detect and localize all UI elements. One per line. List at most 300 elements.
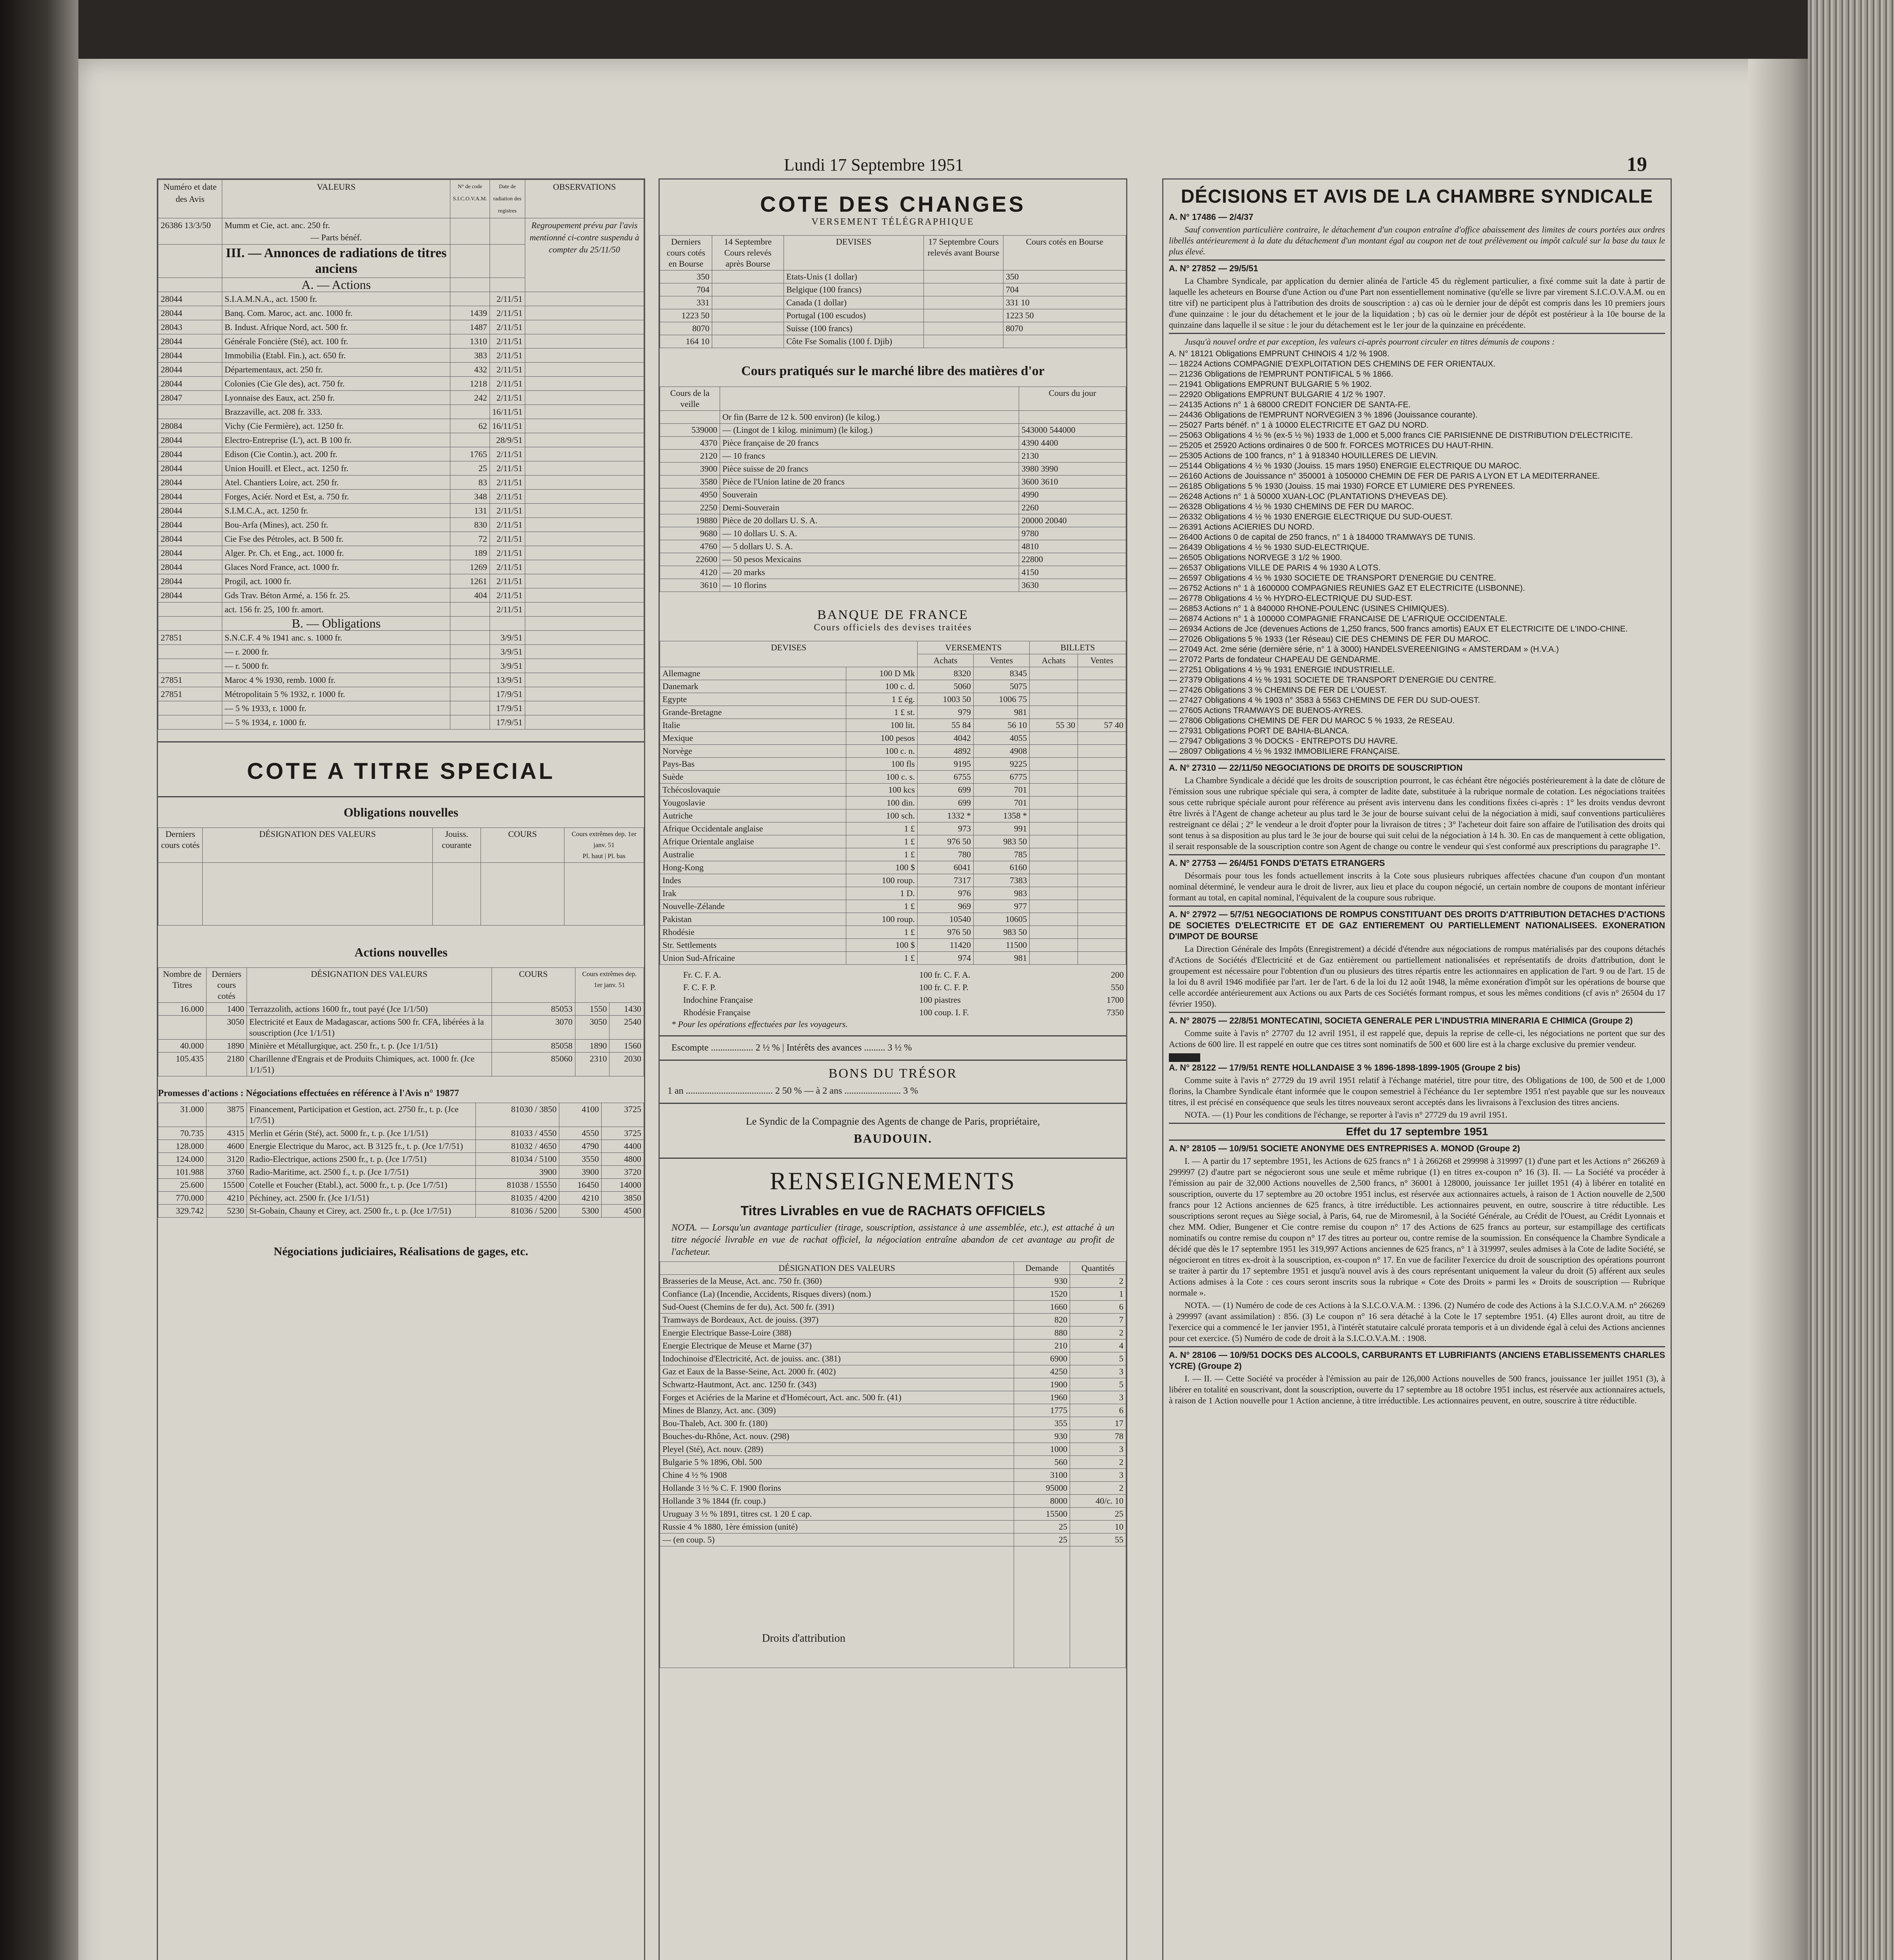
action-code: 72 [450, 532, 490, 546]
rachat-row [660, 1378, 1126, 1391]
bq-pays: Pakistan [660, 913, 846, 926]
ra-qte: 1 [1070, 1288, 1126, 1301]
black-bar-mark [1169, 1053, 1200, 1062]
coupon-list-item: — 26439 Obligations 4 ½ % 1930 SUD-ELECTRIQUE. [1169, 543, 1370, 552]
pr-haut: 3900 [559, 1166, 602, 1179]
ra-demande: 930 [1014, 1275, 1070, 1288]
oblig-nouv-header-row [158, 828, 644, 863]
coupon-list-item: — 27947 Obligations 3 % DOCKS - ENTREPOTS DU HAVRE. [1169, 737, 1398, 746]
bq-b-achats [1030, 784, 1078, 797]
coupon-list-item: — 22920 Obligations EMPRUNT BULGARIE 4 1/2 % 1907. [1169, 390, 1386, 399]
on-c2 [203, 863, 433, 926]
action-avis: 28044 [158, 433, 222, 447]
action-obs [525, 603, 644, 617]
redacted-bar [1169, 1051, 1665, 1062]
obligations-radiation-list [158, 631, 644, 730]
ch-h-avant: 17 Septembre Cours relevés avant Bourse [924, 236, 1003, 270]
action-avis [158, 405, 222, 419]
action-avis: 28044 [158, 461, 222, 475]
action-rad: 2/11/51 [490, 461, 525, 475]
action-obs [525, 377, 644, 391]
rachat-row [660, 1495, 1126, 1508]
bq-b-ventes [1078, 732, 1126, 745]
pr-dernier: 3875 [207, 1103, 247, 1127]
or-jour: 4390 4400 [1019, 437, 1126, 450]
action-rad: 2/11/51 [490, 447, 525, 461]
header-code: N° de code S.I.C.O.V.A.M. [450, 180, 490, 218]
bq-v-achats: 1332 * [918, 809, 974, 822]
action-valeur: Vichy (Cie Fermière), act. 1250 fr. [222, 419, 450, 433]
or-jour: 4990 [1019, 488, 1126, 501]
effet-title: Effet du 17 septembre 1951 [1346, 1125, 1488, 1138]
coupon-list-item: — 24436 Obligations de l'EMPRUNT NORVEGIEN 3 % 1896 (Jouissance courante). [1169, 410, 1478, 419]
action-valeur: Glaces Nord France, act. 1000 fr. [222, 560, 450, 574]
oblig-rad: 17/9/51 [490, 701, 525, 715]
oblig-avis: 27851 [158, 631, 222, 645]
rachat-row [660, 1339, 1126, 1352]
oblig-obs [525, 701, 644, 715]
coupon-list-item: — 26597 Obligations 4 ½ % 1930 SOCIETE DE TRANSPORT D'ENERGIE DU CENTRE. [1169, 573, 1496, 583]
pr-haut: 5300 [559, 1205, 602, 1218]
action-obs [525, 560, 644, 574]
action-valeur: Alger. Pr. Ch. et Eng., act. 1000 fr. [222, 546, 450, 560]
an-h-cours: COURS [492, 968, 575, 1003]
droits-attribution: Droits d'attribution [660, 1546, 1014, 1668]
ra-demande: 6900 [1014, 1352, 1070, 1365]
ch-h-cotes: Cours cotés en Bourse [1003, 236, 1126, 270]
action-rad: 2/11/51 [490, 391, 525, 405]
oblig-code [450, 673, 490, 687]
bq-unite: 1 £ [846, 926, 917, 939]
section3-blank-code [450, 245, 490, 278]
action-rad: 16/11/51 [490, 419, 525, 433]
or-designation: Demi-Souverain [720, 501, 1019, 514]
bq-b-achats [1030, 926, 1078, 939]
action-obs [525, 419, 644, 433]
bq-pays: Australie [660, 848, 846, 861]
banque-table [660, 641, 1126, 965]
rachat-row [660, 1314, 1126, 1327]
ra-designation: — (en coup. 5) [660, 1534, 1014, 1546]
coupon-list-item: — 27072 Parts de fondateur CHAPEAU DE GENDARME. [1169, 655, 1381, 664]
cfa-unite: 100 fr. C. F. A. [919, 970, 971, 980]
bq-b-achats [1030, 952, 1078, 965]
coupon-list-item: — 27931 Obligations PORT DE BAHIA-BLANCA. [1169, 726, 1350, 735]
ra-demande: 1660 [1014, 1301, 1070, 1314]
banque-row [660, 706, 1126, 719]
action-rad: 2/11/51 [490, 348, 525, 363]
or-jour: 543000 544000 [1019, 424, 1126, 437]
action-radiation-row [158, 574, 644, 588]
bq-unite: 100 pesos [846, 732, 917, 745]
pr-nombre: 101.988 [158, 1166, 207, 1179]
action-code: 830 [450, 518, 490, 532]
bq-pays: Str. Settlements [660, 939, 846, 952]
rachat-row [660, 1288, 1126, 1301]
pr-dernier: 3760 [207, 1166, 247, 1179]
bq-v-ventes: 785 [974, 848, 1030, 861]
action-radiation-row [158, 447, 644, 461]
pr-haut: 16450 [559, 1179, 602, 1192]
pr-dernier: 15500 [207, 1179, 247, 1192]
bq-v-achats: 10540 [918, 913, 974, 926]
on-h-extremes [564, 828, 644, 863]
banque-row [660, 797, 1126, 809]
on-c3 [433, 863, 481, 926]
col3-rule-1 [1169, 260, 1665, 261]
ch-h-derniers: Derniers cours cotés en Bourse [660, 236, 712, 270]
section3-title: III. — Annonces de radiations de titres anciens [222, 245, 450, 278]
changes-header-row [660, 236, 1126, 270]
oblig-rad: 3/9/51 [490, 631, 525, 645]
or-veille: 4370 [660, 437, 720, 450]
oblig-obs [525, 687, 644, 701]
action-code: 383 [450, 348, 490, 363]
an-cours: 85058 [492, 1040, 575, 1053]
action-obs [525, 363, 644, 377]
action-avis: 28047 [158, 391, 222, 405]
col2-rule-4 [660, 1158, 1126, 1159]
coupon-list-item: — 27251 Obligations 4 ½ % 1931 ENERGIE INDUSTRIELLE. [1169, 665, 1395, 674]
rachats-title: Titres Livrables en vue de RACHATS OFFICIELS [740, 1203, 1045, 1218]
bq-unite: 1 £ [846, 900, 917, 913]
pr-designation: Radio-Maritime, act. 2500 f., t. p. (Jce 1/7/51) [247, 1166, 476, 1179]
ra-qte: 25 [1070, 1508, 1126, 1521]
action-obs [525, 447, 644, 461]
bq-v-achats: 699 [918, 784, 974, 797]
coupon-list-item: — 25027 Parts bénéf. n° 1 à 10000 ELECTRICITE ET GAZ DU NORD. [1169, 421, 1429, 430]
ch-cote: 8070 [1003, 322, 1126, 335]
or-row [660, 514, 1126, 527]
action-radiation-row [158, 363, 644, 377]
bq-b-achats [1030, 758, 1078, 771]
an-nombre [158, 1016, 207, 1040]
ra-demande: 1000 [1014, 1443, 1070, 1456]
header-valeurs: VALEURS [222, 180, 450, 218]
mumm-avis [158, 218, 222, 245]
bq-h-v-ventes: Ventes [974, 654, 1030, 667]
action-valeur: Colonies (Cie Gle des), act. 750 fr. [222, 377, 450, 391]
coupon-list-item: — 18224 Actions COMPAGNIE D'EXPLOITATION DES CHEMINS DE FER ORIENTAUX. [1169, 359, 1496, 368]
change-row [660, 309, 1126, 322]
action-valeur: Bou-Arfa (Mines), act. 250 fr. [222, 518, 450, 532]
an-header-row [158, 968, 644, 1003]
cfa-label: Fr. C. F. A. [683, 970, 721, 980]
or-jour: 3600 3610 [1019, 475, 1126, 488]
actions-title-blank-rad [490, 278, 525, 292]
ra-designation: Forges et Aciéries de la Marine et d'Homécourt, Act. anc. 500 fr. (41) [660, 1391, 1014, 1404]
ra-qte: 5 [1070, 1378, 1126, 1391]
action-rad: 2/11/51 [490, 490, 525, 504]
action-code: 189 [450, 546, 490, 560]
or-row [660, 553, 1126, 566]
bq-pays: Mexique [660, 732, 846, 745]
promesse-row [158, 1166, 644, 1179]
avis-28075-header: A. N° 28075 — 22/8/51 MONTECATINI, SOCIETA GENERALE PER L'INDUSTRIA MINERARIA E CHIMICA (Groupe 2) [1169, 1016, 1633, 1025]
avis-28122-text: Comme suite à l'avis n° 27729 du 19 avril 1951 relatif à l'échange matériel, titre pour titre, des Obligations de 100, de 500 et de 1,000 florins, la Chambre Syndicale étant informée que le coupon semestriel à l'échéance du 1er septembre 1951 n'est payable que sur les nouveaux titres, il est précisé en conséquence que seuls les titres nouveaux seront acceptés dans les livraisons à l'exclusion des titres anciens. [1169, 1075, 1665, 1107]
action-code: 1269 [450, 560, 490, 574]
avis-28075-text: Comme suite à l'avis n° 27707 du 12 avril 1951, il est rappelé que, depuis la reprise de celle-ci, les négociations ne portent que sur des Actions de 600 lire. Il est rappelé en outre que ces titres sont nominatifs de 500 et 600 lire est à la charge exclusive du premier vendeur. [1169, 1028, 1665, 1049]
ch-avant [924, 335, 1003, 348]
bq-v-achats: 5060 [918, 680, 974, 693]
or-h-designation [720, 387, 1019, 411]
action-nouvelle-row [158, 1053, 644, 1076]
action-rad: 16/11/51 [490, 405, 525, 419]
bq-v-achats: 6041 [918, 861, 974, 874]
ch-devise: Belgique (100 francs) [784, 283, 924, 296]
bq-v-achats: 780 [918, 848, 974, 861]
pr-bas: 3725 [602, 1127, 644, 1140]
decisions-title: DÉCISIONS ET AVIS DE LA CHAMBRE SYNDICALE [1181, 186, 1653, 207]
oblig-title-blank-code [450, 617, 490, 631]
ra-designation: Chine 4 ½ % 1908 [660, 1469, 1014, 1482]
banque-row [660, 758, 1126, 771]
action-valeur: Départementaux, act. 250 fr. [222, 363, 450, 377]
ra-qte: 10 [1070, 1521, 1126, 1534]
pr-bas: 4500 [602, 1205, 644, 1218]
oblig-title-row [158, 617, 644, 631]
promesse-row [158, 1127, 644, 1140]
action-avis: 28044 [158, 292, 222, 306]
an-dernier: 1400 [207, 1003, 247, 1016]
action-radiation-row [158, 518, 644, 532]
pr-nombre: 70.735 [158, 1127, 207, 1140]
oblig-code [450, 687, 490, 701]
coupon-list-item: — 26934 Actions de Jce (devenues Actions de 1,250 francs, 500 francs amortis) EAUX ET ELECTRICITE DE L'INDO-CHINE. [1169, 624, 1628, 633]
action-obs [525, 546, 644, 560]
action-obs [525, 348, 644, 363]
bq-b-ventes [1078, 745, 1126, 758]
bq-b-achats [1030, 822, 1078, 835]
action-obs [525, 320, 644, 334]
action-radiation-row [158, 546, 644, 560]
or-veille: 4760 [660, 540, 720, 553]
bq-h-devises: DEVISES [660, 641, 918, 667]
regroupement-note: Regroupement prévu par l'avis mentionné ci-contre suspendu à compter du 25/11/50 [525, 218, 644, 292]
or-jour: 22800 [1019, 553, 1126, 566]
action-obs [525, 588, 644, 603]
bq-pays: Afrique Orientale anglaise [660, 835, 846, 848]
or-jour: 3630 [1019, 579, 1126, 592]
action-rad: 2/11/51 [490, 334, 525, 348]
ra-designation: Energie Electrique Basse-Loire (388) [660, 1327, 1014, 1339]
bq-unite: 100 roup. [846, 913, 917, 926]
cfa-val: 7350 [1107, 1007, 1124, 1017]
action-code: 83 [450, 475, 490, 490]
ch-14sept [712, 270, 784, 283]
action-code: 1310 [450, 334, 490, 348]
action-radiation-row [158, 377, 644, 391]
bq-v-achats: 7317 [918, 874, 974, 887]
or-h-veille: Cours de la veille [660, 387, 720, 411]
action-avis: 28044 [158, 490, 222, 504]
action-radiation-row [158, 391, 644, 405]
banque-row [660, 835, 1126, 848]
action-avis: 28084 [158, 419, 222, 433]
banque-row [660, 771, 1126, 784]
rachat-row [660, 1301, 1126, 1314]
oblig-code [450, 715, 490, 730]
changes-title: COTE DES CHANGES [760, 192, 1026, 216]
mumm-avis-date: 13/3/50 [184, 220, 211, 230]
ch-cote: 350 [1003, 270, 1126, 283]
action-avis: 28044 [158, 475, 222, 490]
or-veille: 19880 [660, 514, 720, 527]
banque-row [660, 745, 1126, 758]
an-cours: 85060 [492, 1053, 575, 1076]
pr-bas: 3850 [602, 1192, 644, 1205]
or-veille: 539000 [660, 424, 720, 437]
bq-pays: Grande-Bretagne [660, 706, 846, 719]
banque-rows [660, 667, 1126, 965]
action-radiation-row [158, 306, 644, 320]
cfa-unite: 100 piastres [919, 995, 961, 1005]
action-code: 432 [450, 363, 490, 377]
banque-title: BANQUE DE FRANCE [817, 608, 969, 622]
renseignements-title: RENSEIGNEMENTS [769, 1167, 1016, 1195]
pr-dernier: 4600 [207, 1140, 247, 1153]
bq-v-ventes: 5075 [974, 680, 1030, 693]
action-obs [525, 532, 644, 546]
bq-b-achats [1030, 667, 1078, 680]
ch-avant [924, 322, 1003, 335]
column-center [659, 178, 1127, 1960]
pr-nombre: 124.000 [158, 1153, 207, 1166]
actions-title-blank-code [450, 278, 490, 292]
mumm-rad [490, 218, 525, 245]
bq-b-ventes [1078, 939, 1126, 952]
coupon-list-item: — 26400 Actions 0 de capital de 250 francs, n° 1 à 184000 TRAMWAYS DE TUNIS. [1169, 533, 1475, 542]
ra-h-quantites: Quantités [1070, 1262, 1126, 1275]
an-cours: 85053 [492, 1003, 575, 1016]
bq-b-ventes [1078, 784, 1126, 797]
ch-14sept [712, 309, 784, 322]
bq-b-ventes [1078, 887, 1126, 900]
action-code: 1765 [450, 447, 490, 461]
or-designation: — 10 francs [720, 450, 1019, 463]
bq-v-ventes: 4055 [974, 732, 1030, 745]
ra-designation: Schwartz-Hautmont, Act. anc. 1250 fr. (343) [660, 1378, 1014, 1391]
cfa-val: 1700 [1107, 995, 1124, 1005]
column-left [157, 178, 645, 1960]
actions-radiation-list [158, 292, 644, 617]
coupon-list-item: — 26248 Actions n° 1 à 50000 XUAN-LOC (PLANTATIONS D'HEVEAS DE). [1169, 492, 1448, 501]
action-valeur: Générale Foncière (Sté), act. 100 fr. [222, 334, 450, 348]
or-row [660, 501, 1126, 514]
action-rad: 2/11/51 [490, 306, 525, 320]
or-row [660, 488, 1126, 501]
promesses-rows [158, 1103, 644, 1218]
action-valeur: Progil, act. 1000 fr. [222, 574, 450, 588]
cfa-row [660, 994, 1126, 1006]
bq-v-achats: 11420 [918, 939, 974, 952]
coupon-list-item: — 27426 Obligations 3 % CHEMINS DE FER DE L'OUEST. [1169, 686, 1387, 695]
cote-special-title: COTE A TITRE SPECIAL [247, 759, 555, 784]
bq-b-achats [1030, 809, 1078, 822]
bq-b-ventes [1078, 680, 1126, 693]
oblig-valeur: S.N.C.F. 4 % 1941 anc. s. 1000 fr. [222, 631, 450, 645]
rachats-note: NOTA. — Lorsqu'un avantage particulier (tirage, souscription, assistance à une assemblée, etc.), est attaché à un titre négocié livrable en vue de rachat officiel, la négociation entraîne abandon de cet avantage au profit de l'acheteur. [671, 1223, 1114, 1257]
bq-b-achats [1030, 797, 1078, 809]
banque-row [660, 667, 1126, 680]
or-table [660, 387, 1126, 592]
oblig-title-blank-rad [490, 617, 525, 631]
ch-h-devises: DEVISES [784, 236, 924, 270]
bq-unite: 100 lit. [846, 719, 917, 732]
oblig-valeur: — r. 2000 fr. [222, 645, 450, 659]
bq-pays: Irak [660, 887, 846, 900]
rachat-row [660, 1352, 1126, 1365]
an-dernier: 3050 [207, 1016, 247, 1040]
pr-designation: Financement, Participation et Gestion, act. 2750 fr., t. p. (Jce 1/7/51) [247, 1103, 476, 1127]
or-row [660, 411, 1126, 424]
bq-v-ventes: 1358 * [974, 809, 1030, 822]
ra-demande: 1960 [1014, 1391, 1070, 1404]
bq-b-ventes [1078, 900, 1126, 913]
an-haut: 1550 [575, 1003, 610, 1016]
action-code: 1218 [450, 377, 490, 391]
an-dernier: 1890 [207, 1040, 247, 1053]
banque-row [660, 680, 1126, 693]
header-avis: Numéro et date des Avis [158, 180, 222, 218]
banque-row [660, 809, 1126, 822]
col2-rule-2 [660, 1060, 1126, 1061]
rachat-row [660, 1365, 1126, 1378]
ra-demande: 95000 [1014, 1482, 1070, 1495]
banque-row [660, 926, 1126, 939]
action-avis: 28044 [158, 348, 222, 363]
oblig-valeur: Métropolitain 5 % 1932, r. 1000 fr. [222, 687, 450, 701]
rachats-table [660, 1261, 1126, 1668]
bq-b-achats [1030, 861, 1078, 874]
coupon-list-item: — 27049 Act. 2me série (dernière série, n° 1 à 3000) HANDELSVEREENIGING « AMSTERDAM » (H.V.A.) [1169, 645, 1559, 654]
oblig-obs [525, 631, 644, 645]
bq-v-achats: 699 [918, 797, 974, 809]
action-avis: 28044 [158, 574, 222, 588]
bq-b-ventes [1078, 809, 1126, 822]
action-radiation-row [158, 320, 644, 334]
oblig-avis: 27851 [158, 673, 222, 687]
an-haut: 3050 [575, 1016, 610, 1040]
action-rad: 2/11/51 [490, 546, 525, 560]
ra-demande: 25 [1014, 1521, 1070, 1534]
escompte-line: Escompte .................. 2 ½ % | Intérêts des avances ......... 3 ½ % [671, 1043, 912, 1053]
ra-h-demande: Demande [1014, 1262, 1070, 1275]
bq-v-achats: 1003 50 [918, 693, 974, 706]
promesse-row [158, 1179, 644, 1192]
action-obs [525, 461, 644, 475]
promesse-row [158, 1140, 644, 1153]
action-valeur: Cie Fse des Pétroles, act. B 500 fr. [222, 532, 450, 546]
jusqua-note: Jusqu'à nouvel ordre et par exception, les valeurs ci-après pourront circuler en titres démunis de coupons : [1185, 337, 1555, 347]
ra-qte: 2 [1070, 1482, 1126, 1495]
or-designation: — 20 marks [720, 566, 1019, 579]
action-code [450, 292, 490, 306]
cfa-val: 550 [1111, 982, 1124, 992]
ra-designation: Confiance (La) (Incendie, Accidents, Risques divers) (nom.) [660, 1288, 1014, 1301]
action-radiation-row [158, 405, 644, 419]
action-valeur: S.I.A.M.N.A., act. 1500 fr. [222, 292, 450, 306]
or-designation: Souverain [720, 488, 1019, 501]
bq-unite: 100 roup. [846, 874, 917, 887]
coupon-list-item: — 24135 Actions n° 1 à 68000 CREDIT FONCIER DE SANTA-FE. [1169, 400, 1411, 409]
bq-b-ventes [1078, 848, 1126, 861]
oblig-nouvelles-table [158, 828, 644, 926]
action-rad: 2/11/51 [490, 518, 525, 532]
cfa-rows [660, 969, 1126, 1019]
oblig-code [450, 701, 490, 715]
action-code: 25 [450, 461, 490, 475]
